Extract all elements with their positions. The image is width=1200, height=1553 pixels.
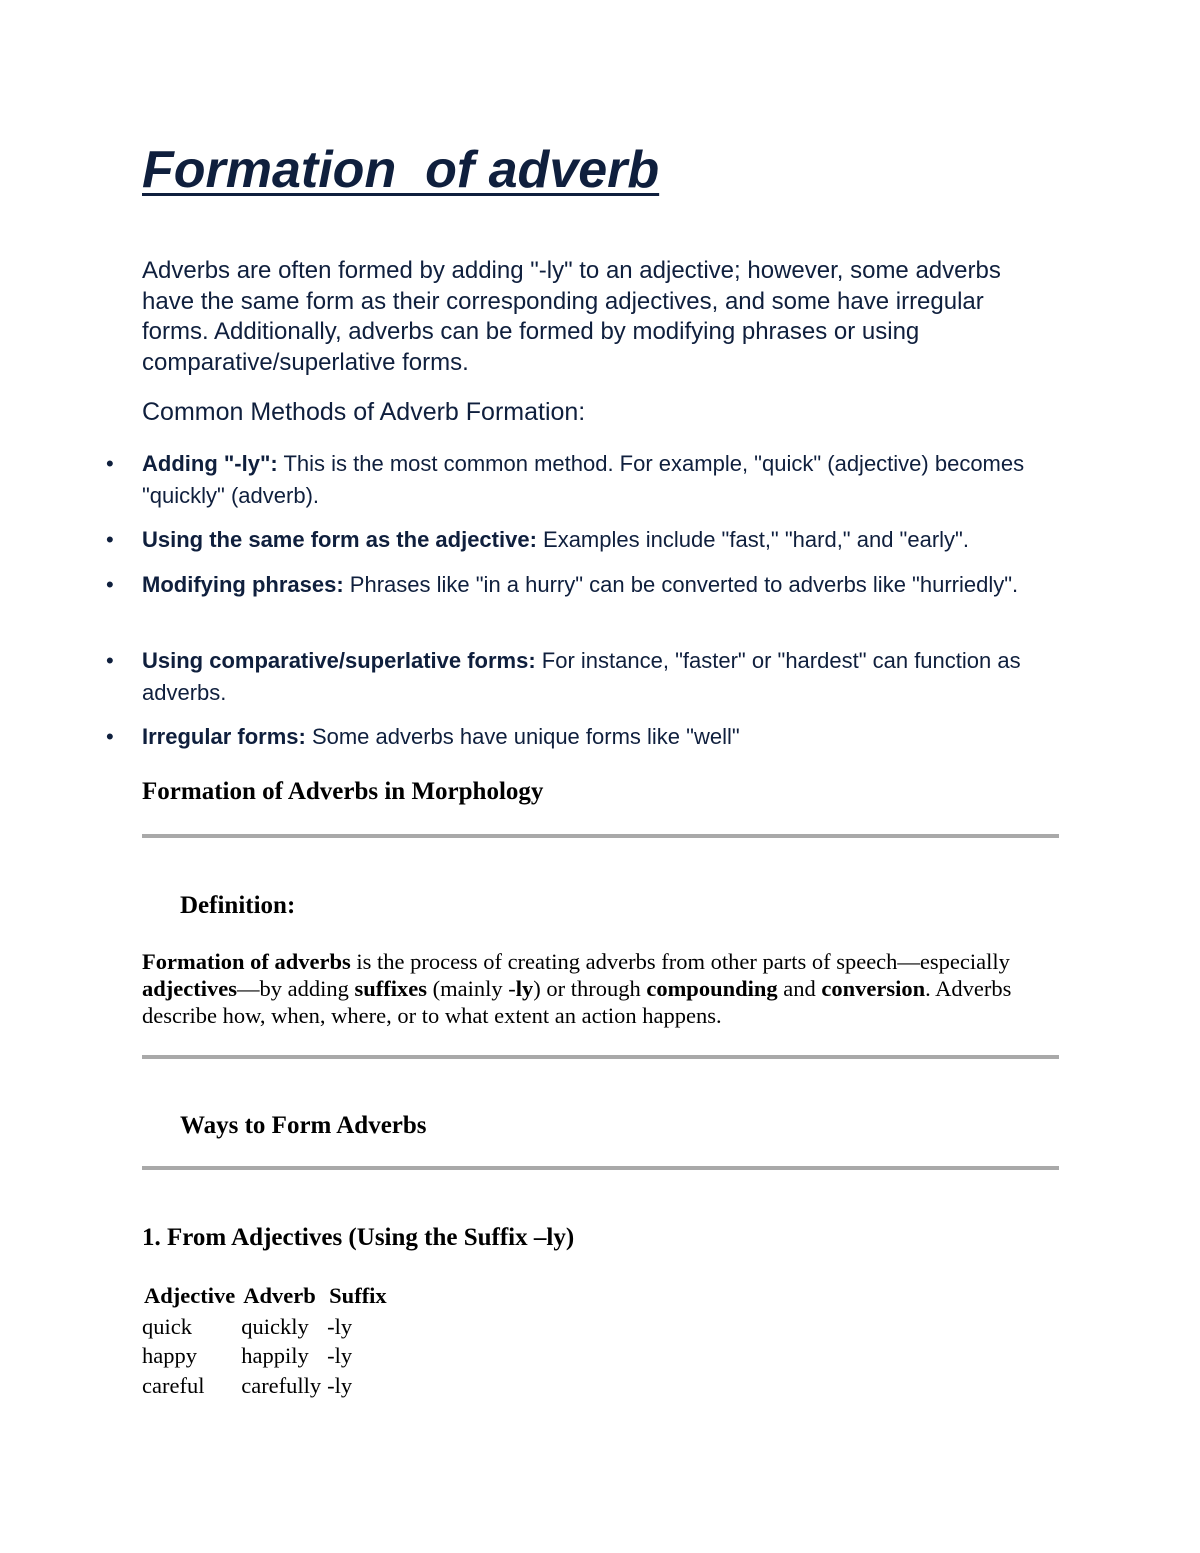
term-suffixes: suffixes xyxy=(354,976,427,1001)
method-text: For instance, "faster" or "hardest" can function as adverbs. xyxy=(142,648,1021,705)
method-label: Modifying phrases: xyxy=(142,572,344,597)
definition-text: . Adverbs describe how, when, where, or to what extent an action happens. xyxy=(142,976,1012,1028)
table-row xyxy=(142,1312,393,1342)
table-cell: -ly xyxy=(327,1313,353,1339)
method-label: Using comparative/superlative forms: xyxy=(142,648,536,673)
method-text: Examples include "fast," "hard," and "early". xyxy=(536,527,969,552)
horizontal-rule xyxy=(142,1166,1059,1170)
term-conversion: conversion xyxy=(821,976,926,1001)
term-formation-of-adverbs: Formation of adverbs xyxy=(142,949,351,974)
table-header-row xyxy=(142,1280,393,1312)
table-cell: carefully xyxy=(241,1372,322,1398)
column-header: Adverb xyxy=(243,1283,316,1308)
section-1-heading: 1. From Adjectives (Using the Suffix –ly) xyxy=(142,1224,575,1251)
definition-paragraph xyxy=(142,948,1062,1029)
bullet-icon: • xyxy=(106,451,114,476)
table-cell: -ly xyxy=(327,1372,353,1398)
list-item xyxy=(106,569,1072,601)
method-label: Using the same form as the adjective: xyxy=(142,527,537,552)
table-cell: quickly xyxy=(241,1313,309,1339)
table-row xyxy=(142,1371,393,1401)
term-compounding: compounding xyxy=(646,976,778,1001)
ways-heading: Ways to Form Adverbs xyxy=(180,1112,427,1139)
definition-text: —by adding xyxy=(236,976,355,1001)
bullet-icon: • xyxy=(106,724,114,749)
intro-paragraph: Adverbs are often formed by adding "-ly" to an adjective; however, some adverbs have the same form as their corresponding adjectives, and some have irregular forms. Additionally, adverbs can be formed by modifying phrases or using comparative/superlative forms. xyxy=(142,257,1001,376)
column-header: Suffix xyxy=(329,1283,387,1308)
table-cell: quick xyxy=(142,1313,192,1339)
document-title: Formation of adverb xyxy=(142,141,660,199)
term-adjectives: adjectives xyxy=(142,976,237,1001)
list-item xyxy=(106,645,1072,709)
method-text: Phrases like "in a hurry" can be converted to adverbs like "hurriedly". xyxy=(343,572,1019,597)
list-item xyxy=(106,524,1072,556)
table-cell: happily xyxy=(241,1343,309,1369)
bullet-icon: • xyxy=(106,527,114,552)
method-text: Some adverbs have unique forms like "well" xyxy=(305,724,740,749)
definition-text: (mainly - xyxy=(426,976,516,1001)
horizontal-rule xyxy=(142,1055,1059,1059)
method-text: This is the most common method. For example, "quick" (adjective) becomes "quickly" (adverb). xyxy=(142,451,1025,508)
definition-heading: Definition: xyxy=(180,892,296,919)
table-cell: -ly xyxy=(327,1343,353,1369)
definition-text: ) or through xyxy=(533,976,647,1001)
bullet-icon: • xyxy=(106,648,114,673)
table-cell: careful xyxy=(142,1372,205,1398)
definition-text: is the process of creating adverbs from other parts of speech—especially xyxy=(350,949,1010,974)
list-item xyxy=(106,448,1072,512)
method-label: Irregular forms: xyxy=(142,724,306,749)
column-header: Adjective xyxy=(144,1283,236,1308)
list-item xyxy=(106,721,1072,753)
definition-text: and xyxy=(777,976,822,1001)
morphology-heading: Formation of Adverbs in Morphology xyxy=(142,778,544,805)
table-row xyxy=(142,1342,393,1372)
term-ly: ly xyxy=(515,976,534,1001)
table-cell: happy xyxy=(142,1343,197,1369)
adverb-table xyxy=(142,1280,393,1401)
bullet-icon: • xyxy=(106,572,114,597)
horizontal-rule xyxy=(142,834,1059,838)
method-label: Adding "-ly": xyxy=(142,451,278,476)
methods-heading: Common Methods of Adverb Formation: xyxy=(142,398,586,426)
